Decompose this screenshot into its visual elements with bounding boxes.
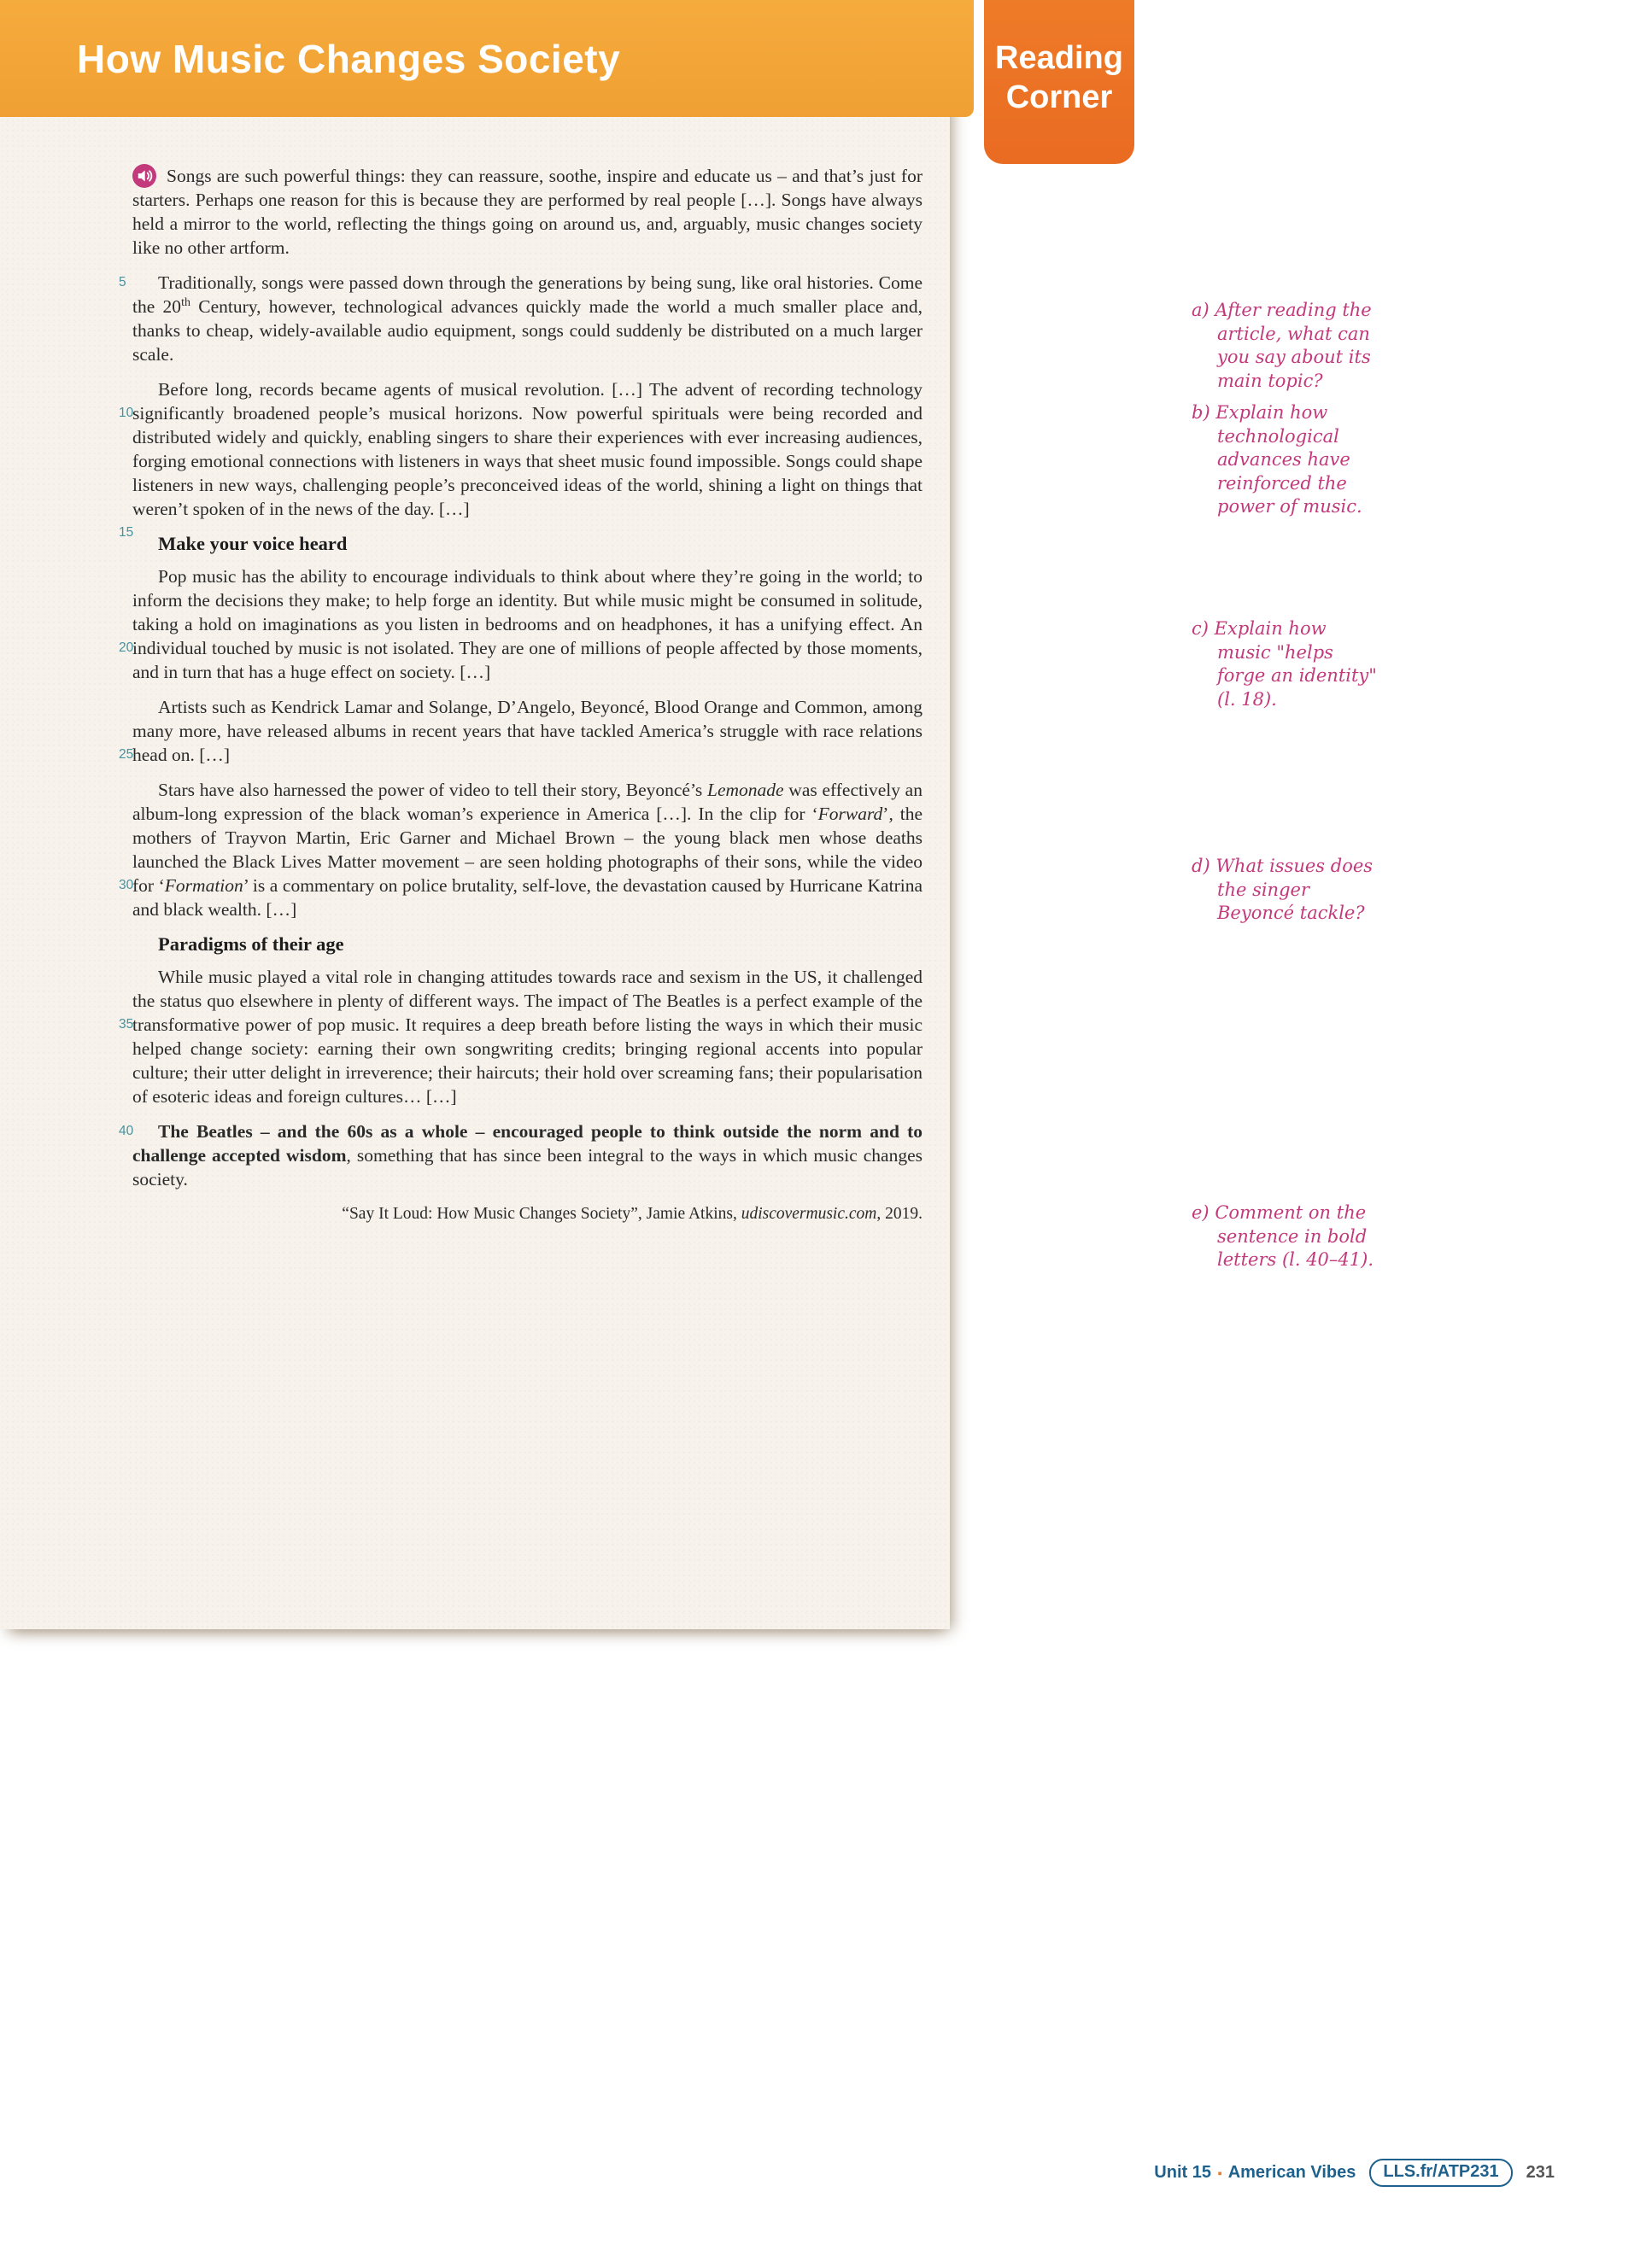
question-d-label: d): [1192, 856, 1210, 876]
lls-link-badge[interactable]: LLS.fr/ATP231: [1369, 2159, 1512, 2187]
unit-name: American Vibes: [1227, 2163, 1356, 2182]
article-paragraph: 20 Pop music has the ability to encourage individuals to think about where they’re going in the world; to inform the decisions they make; to help forge an identity. But while music might be consumed in solitude, taking a hold on imaginations as you listen in bedrooms and on headphones, it has a unifying effect. An individual touched by music is not isolated. They are one of millions of people affected by those moments, and in turn that has a huge effect on society. […]: [132, 564, 922, 684]
article-paragraph: 30 Stars have also harnessed the power of video to tell their story, Beyoncé’s Lemonade was effectively an album-long expression of the black woman’s experience in America […]. In the clip for ‘Forward’, the mothers of Trayvon Martin, Eric Garner and Michael Brown – the young black men whose deaths launched the Black Lives Matter movement – are seen holding photographs of their sons, while the video for ‘Formation’ is a commentary on police brutality, self-love, the devastation caused by Hurricane Katrina and black wealth. […]: [132, 778, 922, 921]
article-subheading: Make your voice heard: [158, 533, 348, 554]
question-e: [1192, 1201, 1379, 1272]
unit-separator-icon: ▪: [1217, 2166, 1222, 2181]
question-a: [1192, 299, 1379, 393]
page-footer: [1154, 2159, 1555, 2187]
line-number: 40: [119, 1124, 134, 1138]
line-number: 35: [119, 1017, 134, 1032]
question-e-label: e): [1192, 1202, 1210, 1223]
question-a-text: After reading the article, what can you say about its main topic?: [1215, 300, 1372, 391]
question-b-label: b): [1192, 402, 1210, 423]
question-b-text: Explain how technological advances have reinforced the power of music.: [1215, 402, 1362, 517]
article-paragraph: 25 Artists such as Kendrick Lamar and Solange, D’Angelo, Beyoncé, Blood Orange and Common, among many more, have released albums in recent years that have tackled America’s struggle with race relations head on. […]: [132, 695, 922, 767]
speaker-icon[interactable]: [132, 164, 156, 188]
article-paragraph: 10 15 Before long, records became agents of musical revolution. […] The advent of recording technology significantly broadened people’s musical horizons. Now powerful spirituals were being recorded and distributed widely and quickly, enabling singers to share their experiences with ever increasing audiences, forging emotional connections with listeners in ways that sheet music found impossible. Songs could shape listeners in new ways, challenging people’s preconceived ideas of the world, shining a light on things that weren’t spoken of in the news of the day. […]: [132, 377, 922, 521]
article-paragraph: 40 The Beatles – and the 60s as a whole – encouraged people to think outside the norm and to challenge accepted wisdom, something that has since been integral to the ways in which music changes society.: [132, 1119, 922, 1191]
line-number: 5: [119, 275, 126, 289]
unit-number: Unit 15: [1154, 2163, 1211, 2182]
question-c: [1192, 617, 1379, 711]
reading-corner-badge: [984, 0, 1134, 164]
article-subheading: Paradigms of their age: [158, 933, 344, 955]
page-title: How Music Changes Society: [77, 36, 621, 81]
question-c-text: Explain how music "helps forge an identity" (l. 18).: [1214, 618, 1377, 710]
question-d-text: What issues does the singer Beyoncé tackle?: [1215, 856, 1374, 923]
unit-label: [1154, 2163, 1356, 2183]
line-number: 30: [119, 878, 134, 892]
reading-corner-line2: Corner: [1005, 79, 1113, 115]
question-d: [1192, 855, 1379, 926]
question-c-label: c): [1192, 618, 1209, 639]
line-number: 20: [119, 640, 134, 655]
line-number: 10: [119, 406, 134, 420]
article-citation: “Say It Loud: How Music Changes Society”, Jamie Atkins, udiscovermusic.com, 2019.: [342, 1205, 922, 1223]
article-paragraph: 5 Traditionally, songs were passed down through the generations by being sung, like oral histories. Come the 20th Century, however, technological advances quickly made the world a much smaller place and, thanks to cheap, widely-available audio equipment, songs could suddenly be distributed on a much larger scale.: [132, 271, 922, 366]
line-number: 15: [119, 525, 134, 540]
question-a-label: a): [1192, 300, 1210, 320]
article-paragraph: 35 While music played a vital role in changing attitudes towards race and sexism in the US, it challenged the status quo elsewhere in plenty of different ways. The impact of The Beatles is a perfect example of the transformative power of pop music. It requires a deep breath before listing the ways in which their music helped change society: earning their own songwriting credits; bringing regional accents into popular culture; their utter delight in irreverence; their haircuts; their hold over screaming fans; their popularisation of esoteric ideas and foreign cultures… […]: [132, 965, 922, 1108]
article-body: [119, 164, 922, 1225]
page-number: 231: [1526, 2163, 1555, 2182]
question-e-text: Comment on the sentence in bold letters (l. 40–41).: [1215, 1202, 1374, 1270]
question-b: [1192, 401, 1379, 519]
line-number: 25: [119, 747, 134, 762]
article-paragraph: Songs are such powerful things: they can reassure, soothe, inspire and educate us – and that’s just for starters. Perhaps one reason for this is because they are performed by real people […]. Songs have always held a mirror to the world, reflecting the things going on around us, and, arguably, music changes society like no other artform.: [132, 166, 922, 258]
header-band: [0, 0, 974, 117]
reading-corner-line1: Reading: [995, 40, 1123, 76]
